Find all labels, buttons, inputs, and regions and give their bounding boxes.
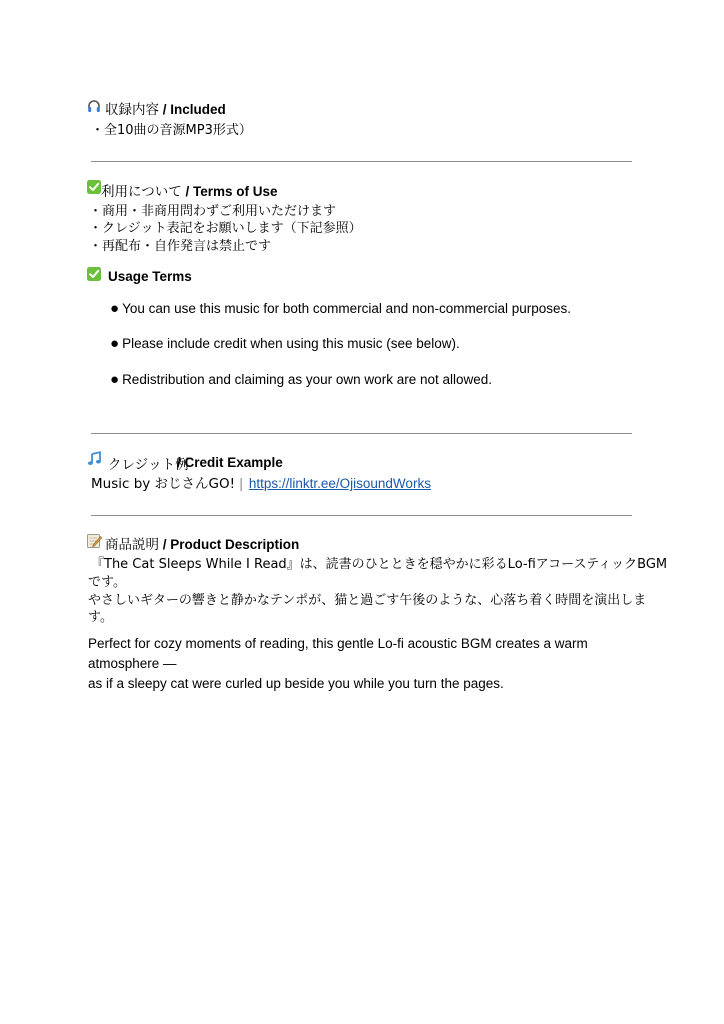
credit-link[interactable]: https://linktr.ee/OjisoundWorks (248, 476, 431, 491)
included-heading (105, 98, 226, 118)
separator: | (239, 476, 243, 491)
product-heading (105, 533, 299, 553)
product-title-en: / Product Description (159, 537, 300, 552)
credit-title-jp: クレジット例 (108, 457, 189, 473)
credit-text: Music by おじさんGO! (91, 476, 240, 492)
bullet: ● (110, 371, 120, 388)
usage-term-text: Please include credit when using this music (see below). (122, 336, 460, 351)
usage-terms-title: Usage Terms (108, 269, 192, 284)
usage-term-item (110, 335, 460, 352)
included-title-jp: 収録内容 (105, 102, 159, 118)
credit-line (91, 472, 431, 492)
memo-icon (87, 533, 102, 548)
usage-term-item (110, 300, 571, 317)
terms-title-jp: 利用について (101, 184, 182, 200)
check-box-icon (87, 180, 101, 194)
usage-term-item (110, 371, 492, 388)
product-en-line: atmosphere — (88, 656, 177, 671)
included-item: ・全10曲の音源MP3形式） (91, 123, 252, 138)
credit-title-en: / Credit Example (177, 455, 283, 470)
check-box-icon (87, 267, 101, 281)
terms-title-en: / Terms of Use (181, 184, 278, 199)
music-note-icon (87, 451, 102, 466)
bullet: ● (110, 300, 120, 317)
product-title-jp: 商品説明 (105, 537, 159, 553)
usage-terms-heading (108, 269, 192, 284)
terms-item: ・再配布・自作発言は禁止です (89, 239, 272, 254)
product-jp-line: 『The Cat Sleeps While I Read』は、読書のひとときを穏やかに彩るLo-fiアコースティックBGM (91, 557, 668, 572)
bullet: ● (110, 335, 120, 352)
product-jp-line: す。 (88, 610, 113, 625)
product-jp-line: やさしいギターの響きと静かなテンポが、猫と過ごす午後のような、心落ち着く時間を演出しま (88, 593, 647, 608)
included-title-en: / Included (159, 102, 226, 117)
terms-item: ・クレジット表記をお願いします（下記参照） (89, 221, 362, 236)
terms-heading (101, 180, 278, 200)
section-divider (91, 515, 632, 516)
usage-term-text: You can use this music for both commercial and non-commercial purposes. (122, 301, 572, 316)
product-en-line: as if a sleepy cat were curled up beside you while you turn the pages. (88, 676, 504, 691)
product-jp-line: です。 (88, 575, 126, 590)
headphones-icon (87, 99, 101, 113)
product-en-line: Perfect for cozy moments of reading, this gentle Lo-fi acoustic BGM creates a warm (88, 636, 588, 651)
usage-term-text: Redistribution and claiming as your own work are not allowed. (122, 372, 493, 387)
section-divider (91, 433, 632, 434)
terms-item: ・商用・非商用問わずご利用いただけます (89, 204, 337, 219)
section-divider (91, 161, 632, 162)
credit-title-en-wrap (177, 455, 283, 470)
